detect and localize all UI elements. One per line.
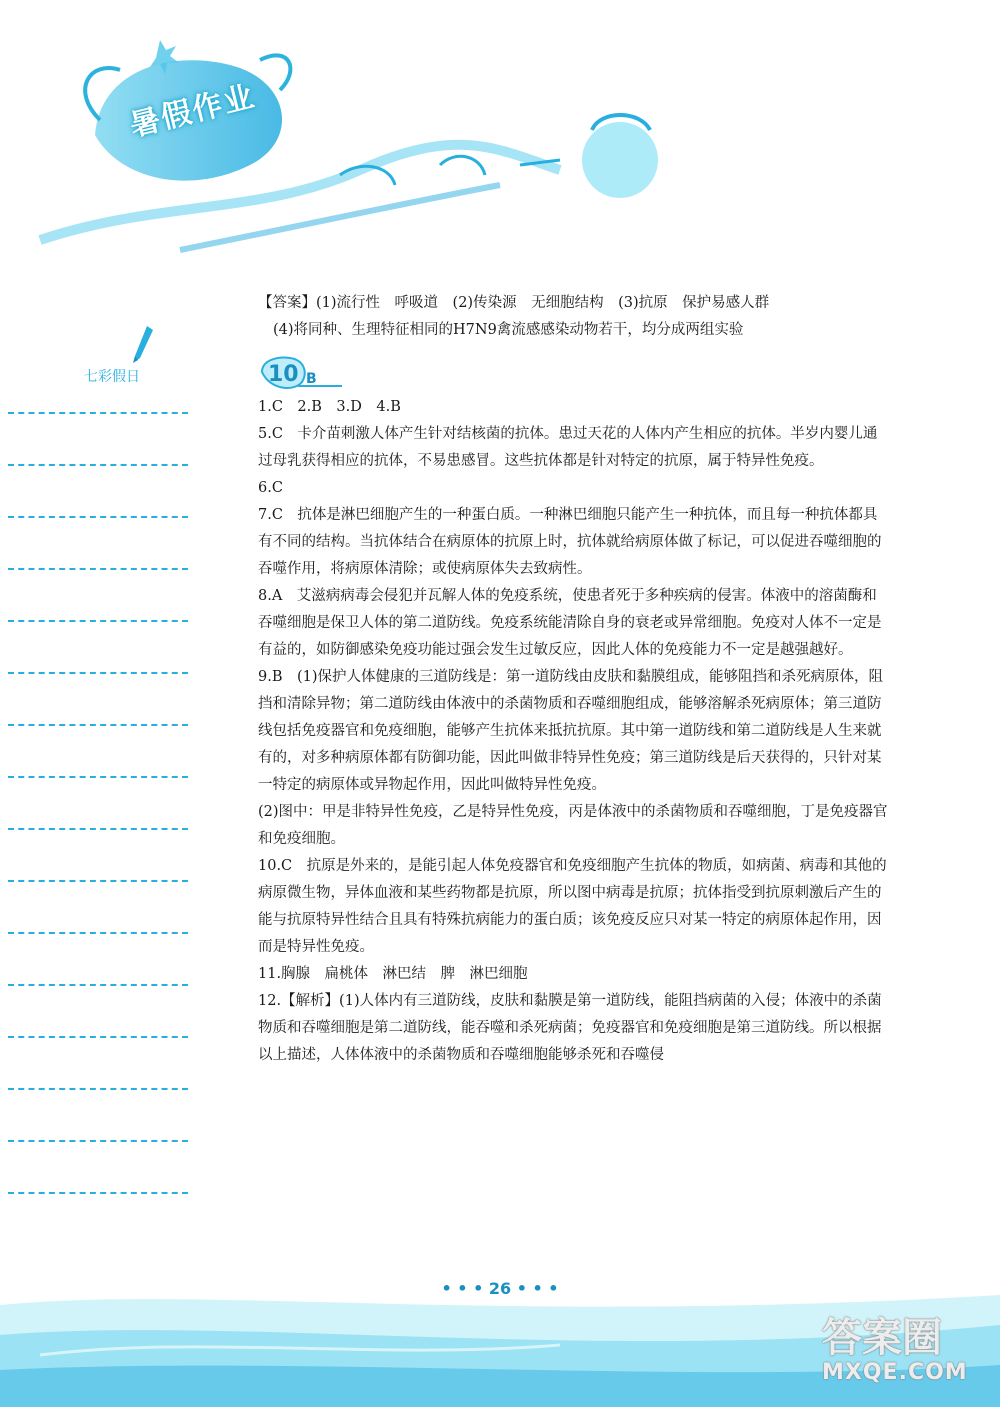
dash-line [8, 568, 188, 570]
answer-item: (2)图中：甲是非特异性免疫，乙是特异性免疫，丙是体液中的杀菌物质和吞噬细胞，丁是免疫器官和免疫细胞。 [258, 804, 888, 847]
dash-line [8, 724, 188, 726]
answer-item: 5.C 卡介苗刺激人体产生针对结核菌的抗体。患过天花的人体内产生相应的抗体。半岁内婴儿通过母乳获得相应的抗体，不易患感冒。这些抗体都是针对特定的抗原，属于特异性免疫。 [258, 426, 878, 469]
pen-icon [131, 324, 155, 364]
watermark [822, 1316, 968, 1385]
section-letter: B [306, 371, 317, 387]
dash-line [8, 880, 188, 882]
dash-line [8, 412, 188, 414]
section-badge-art [258, 352, 348, 392]
dash-line [8, 984, 188, 986]
answer-item: 7.C 抗体是淋巴细胞产生的一种蛋白质。一种淋巴细胞只能产生一种抗体，而且每一种抗体都具有不同的结构。当抗体结合在病原体的抗原上时，抗体就给病原体做了标记，可以促进吞噬细胞的吞噬作用，将病原体清除；或使病原体失去致病性。 [258, 507, 882, 577]
answer-item: 12.【解析】(1)人体内有三道防线，皮肤和黏膜是第一道防线，能阻挡病菌的入侵；体液中的杀菌物质和吞噬细胞是第二道防线，能吞噬和杀死病菌；免疫器官和免疫细胞是第三道防线。所以根据以上描述，人体体液中的杀菌物质和吞噬细胞能够杀死和吞噬侵 [258, 993, 882, 1063]
sidebar-label: 七彩假日 [84, 369, 140, 385]
watermark-url: MXQE.COM [822, 1360, 968, 1385]
dash-line [8, 1036, 188, 1038]
dash-line [8, 672, 188, 674]
dash-line [8, 932, 188, 934]
dash-line [8, 464, 188, 466]
dash-line [8, 1140, 188, 1142]
answer-item: 9.B (1)保护人体健康的三道防线是：第一道防线由皮肤和黏膜组成，能够阻挡和杀死病原体，阻挡和清除异物；第二道防线由体液中的杀菌物质和吞噬细胞组成，能够溶解杀死病原体；第三道防线包括免疫器官和免疫细胞，能够产生抗体来抵抗抗原。其中第一道防线和第二道防线是人生来就有的，对多种病原体都有防御功能，因此叫做非特异性免疫；第三道防线是后天获得的，只针对某一特定的病原体或异物起作用，因此叫做特异性免疫。 [258, 669, 884, 793]
answer-content [258, 290, 890, 1069]
dash-line [8, 1192, 188, 1194]
dash-line [8, 620, 188, 622]
answer-item: 1.C 2.B 3.D 4.B [258, 399, 401, 415]
dash-line [8, 776, 188, 778]
dash-line [8, 828, 188, 830]
header-title: 暑假作业 [126, 78, 260, 144]
dash-line [8, 1088, 188, 1090]
watermark-logo: 答案圈 [822, 1315, 942, 1361]
answer-item: 11.胸腺 扁桃体 淋巴结 脾 淋巴细胞 [258, 966, 528, 982]
page-number: • • • 26 • • • [441, 1279, 559, 1298]
answer-item: 8.A 艾滋病病毒会侵犯并瓦解人体的免疫系统，使患者死于多种疾病的侵害。体液中的溶菌酶和吞噬细胞是保卫人体的第二道防线。免疫系统能清除自身的衰老或异常细胞。免疫对人体不一定是有益的，如防御感染免疫功能过强会发生过敏反应，因此人体的免疫能力不一定是越强越好。 [258, 588, 882, 658]
answer-line: (4)将同种、生理特征相同的H7N9禽流感感染动物若干，均分成两组实验 [273, 322, 744, 338]
section-number: 10 [268, 362, 299, 387]
dash-line [8, 516, 188, 518]
answer-item: 10.C 抗原是外来的，是能引起人体免疫器官和免疫细胞产生抗体的物质，如病菌、病毒和其他的病原微生物，异体血液和某些药物都是抗原，所以图中病毒是抗原；抗体指受到抗原刺激后产生的能与抗原特异性结合且具有特殊抗病能力的蛋白质；该免疫反应只对某一特定的病原体起作用，因而是特异性免疫。 [258, 858, 887, 955]
section-badge [258, 352, 348, 392]
answer-item: 6.C [258, 480, 283, 496]
answer-line: 【答案】(1)流行性 呼吸道 (2)传染源 无细胞结构 (3)抗原 保护易感人群 [258, 295, 770, 311]
